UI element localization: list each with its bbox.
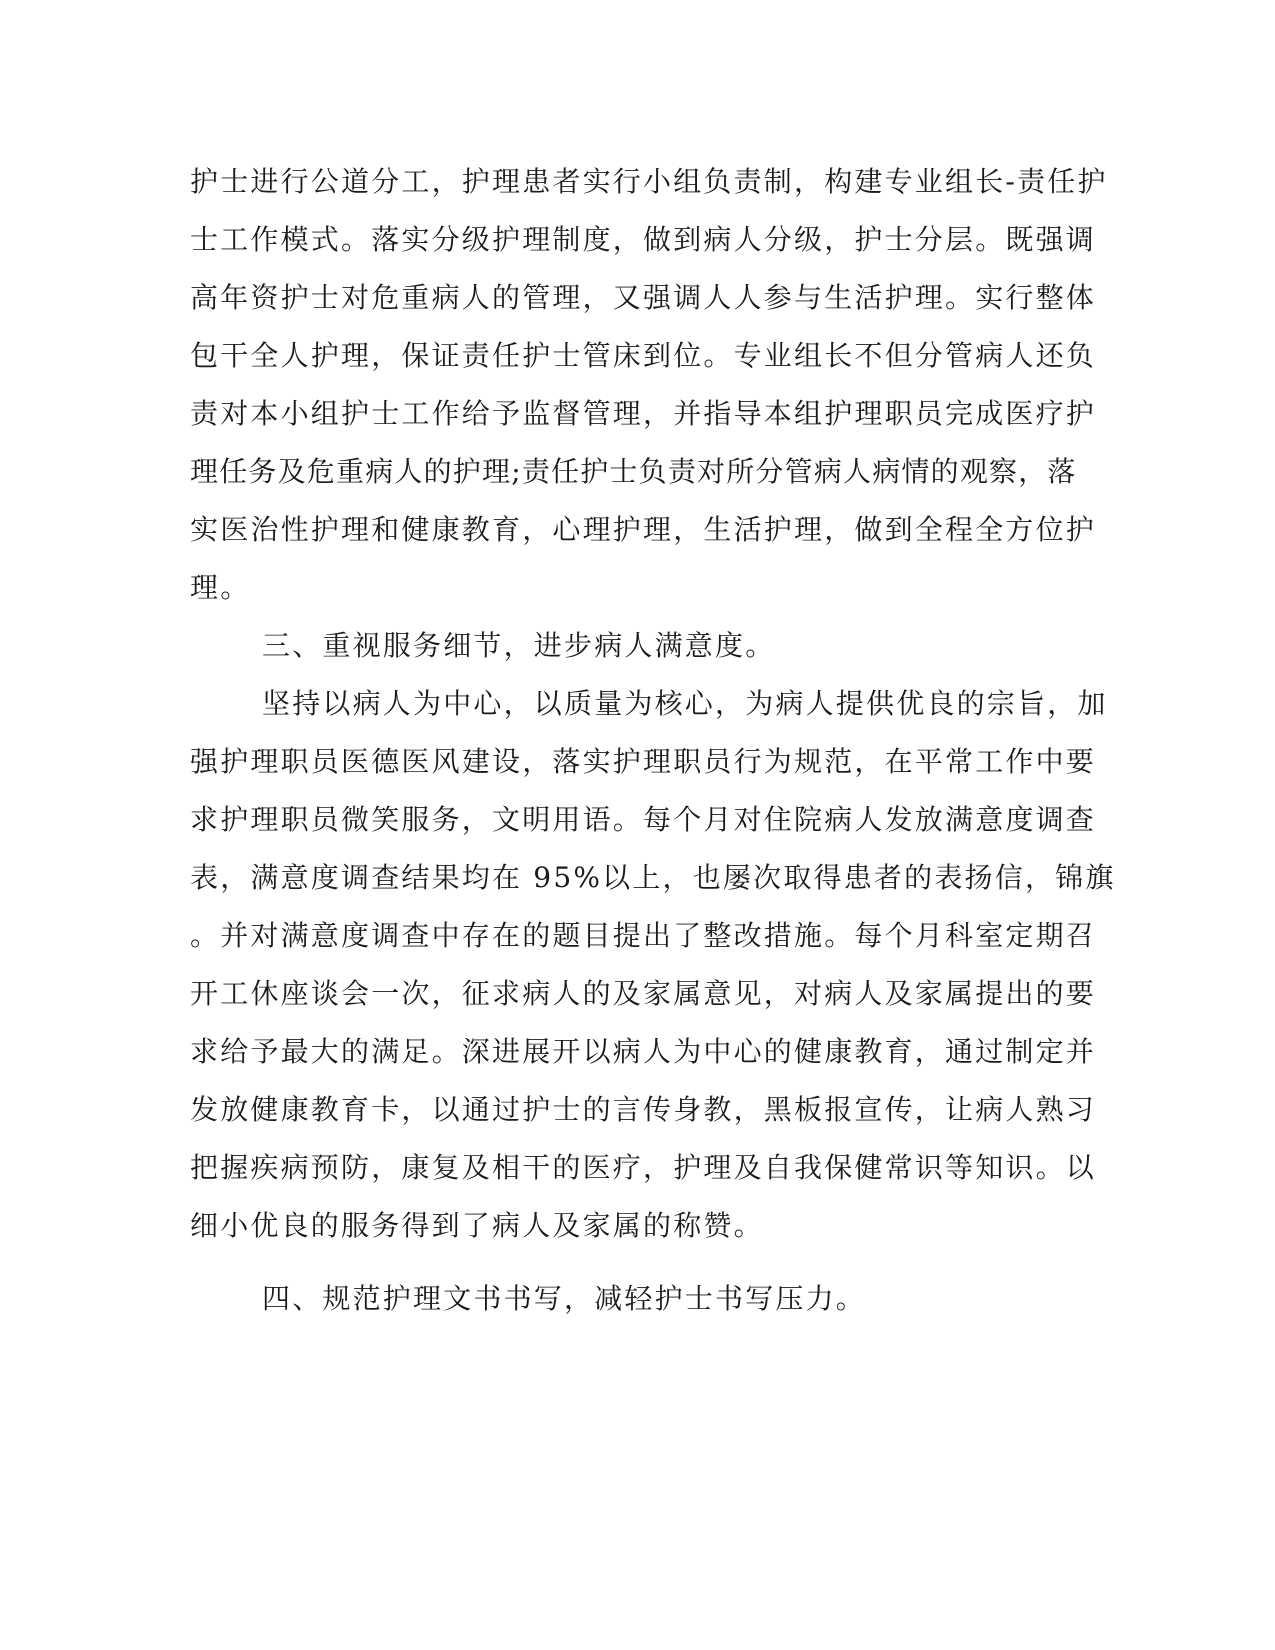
text-line: 细小优良的服务得到了病人及家属的称赞。	[190, 1209, 764, 1242]
text-line: 理任务及危重病人的护理;责任护士负责对所分管病人病情的观察，落	[190, 455, 1077, 488]
text-line: 开工休座谈会一次，征求病人的及家属意见，对病人及家属提出的要	[190, 977, 1097, 1010]
text-line: 士工作模式。落实分级护理制度，做到病人分级，护士分层。既强调	[190, 223, 1097, 256]
text-line: 坚持以病人为中心，以质量为核心，为病人提供优良的宗旨，加	[262, 687, 1108, 720]
text-line: 强护理职员医德医风建设，落实护理职员行为规范，在平常工作中要	[190, 745, 1097, 778]
text-line: 高年资护士对危重病人的管理，又强调人人参与生活护理。实行整体	[190, 281, 1097, 314]
text-line: 求护理职员微笑服务，文明用语。每个月对住院病人发放满意度调查	[190, 803, 1097, 836]
heading-text: 三、重视服务细节，进步病人满意度。	[262, 629, 776, 662]
text-line: 把握疾病预防，康复及相干的医疗，护理及自我保健常识等知识。以	[190, 1151, 1097, 1184]
section-heading-4	[190, 1270, 1090, 1328]
text-line: 理。	[190, 571, 251, 604]
text-line: 包干全人护理，保证责任护士管床到位。专业组长不但分管病人还负	[190, 339, 1097, 372]
text-line: 发放健康教育卡，以通过护士的言传身教，黑板报宣传，让病人熟习	[190, 1093, 1097, 1126]
section-heading-3	[190, 617, 1090, 675]
paragraph-2	[190, 675, 1116, 1255]
paragraph-1	[190, 153, 1108, 617]
text-line: 实医治性护理和健康教育，心理护理，生活护理，做到全程全方位护	[190, 513, 1097, 546]
text-line: 表，满意度调查结果均在 95%以上，也屡次取得患者的表扬信，锦旗	[190, 861, 1116, 894]
text-line: 护士进行公道分工，护理患者实行小组负责制，构建专业组长-责任护	[190, 165, 1108, 198]
text-line: 责对本小组护士工作给予监督管理，并指导本组护理职员完成医疗护	[190, 397, 1097, 430]
heading-text: 四、规范护理文书书写，减轻护士书写压力。	[262, 1282, 867, 1315]
text-line: 求给予最大的满足。深进展开以病人为中心的健康教育，通过制定并	[190, 1035, 1097, 1068]
text-line: 。并对满意度调查中存在的题目提出了整改措施。每个月科室定期召	[190, 919, 1097, 952]
